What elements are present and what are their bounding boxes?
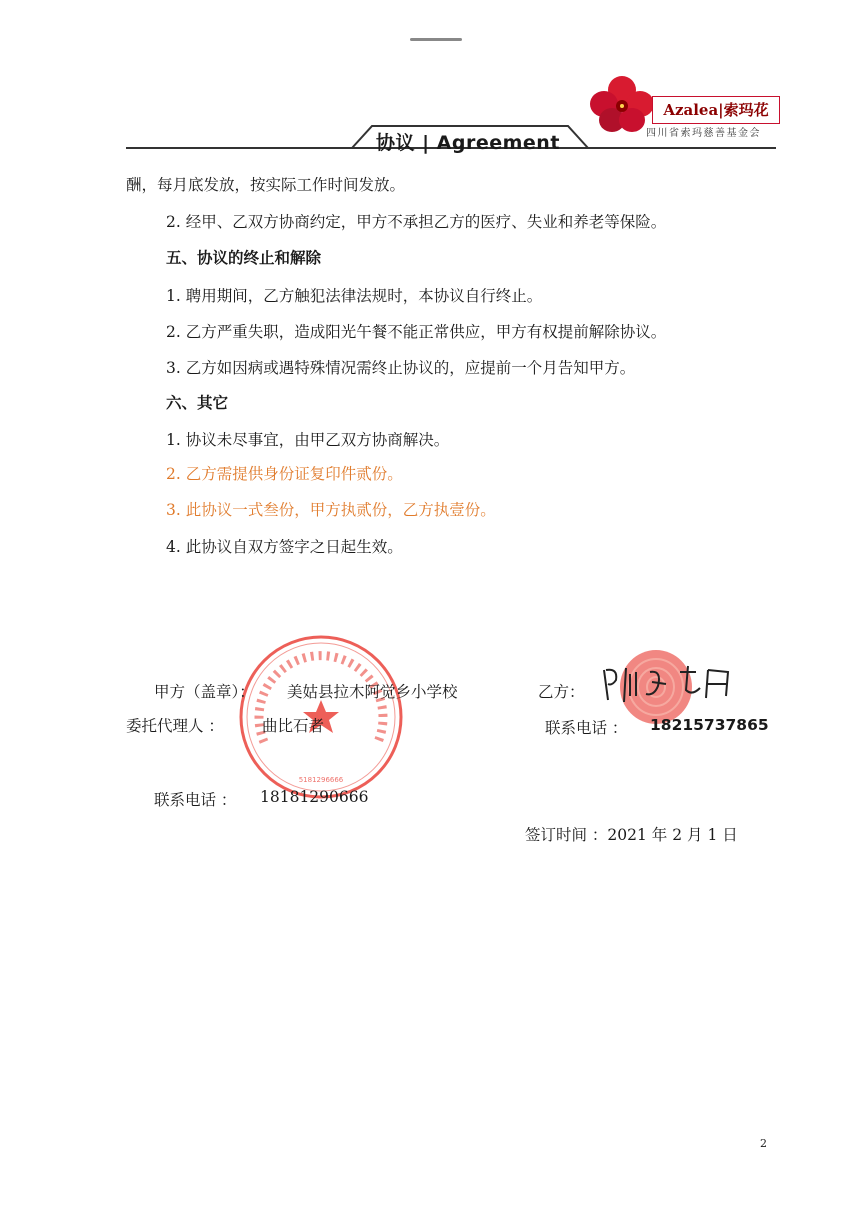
body-line: 1. 聘用期间，乙方触犯法律法规时，本协议自行终止。 xyxy=(166,287,543,305)
body-line-highlight: 3. 此协议一式叁份，甲方执贰份，乙方执壹份。 xyxy=(166,501,496,519)
body-line-highlight: 2. 乙方需提供身份证复印件贰份。 xyxy=(166,465,403,483)
party-a-phone: 18181290666 xyxy=(260,788,369,806)
agent-name: 曲比石者 xyxy=(262,717,325,735)
sign-date: 签订时间 ：2021 年 2 月 1 日 xyxy=(525,826,738,844)
party-b-phone-label: 联系电话 ： xyxy=(545,719,628,737)
svg-text:5181296666: 5181296666 xyxy=(298,776,344,784)
party-b-phone: 18215737865 xyxy=(650,716,769,734)
logo-brand: Azalea|索玛花 xyxy=(652,96,780,124)
section-heading: 六、其它 xyxy=(166,394,229,412)
body-line: 2. 乙方严重失职，造成阳光午餐不能正常供应，甲方有权提前解除协议。 xyxy=(166,323,667,341)
handwritten-signature xyxy=(596,660,736,706)
party-a-phone-label: 联系电话 ： xyxy=(154,791,237,809)
party-a-label: 甲方（盖章）： xyxy=(154,683,255,701)
logo-org-name: 四川省索玛慈善基金会 xyxy=(646,128,761,139)
body-line: 1. 协议未尽事宜，由甲乙双方协商解决。 xyxy=(166,431,450,449)
section-heading: 五、协议的终止和解除 xyxy=(166,249,322,267)
body-line: 4. 此协议自双方签字之日起生效。 xyxy=(166,538,403,556)
body-line: 酬，每月底发放，按实际工作时间发放。 xyxy=(126,176,406,194)
party-a-name: 美姑县拉木阿觉乡小学校 xyxy=(287,683,458,701)
page-number: 2 xyxy=(760,1137,767,1150)
page-title: 协议 | Agreement xyxy=(376,132,560,154)
party-b-label: 乙方： xyxy=(538,683,585,701)
body-line: 2. 经甲、乙双方协商约定，甲方不承担乙方的医疗、失业和养老等保险。 xyxy=(166,213,667,231)
scan-mark xyxy=(410,38,462,41)
agent-label: 委托代理人 ： xyxy=(126,717,224,735)
body-line: 3. 乙方如因病或遇特殊情况需终止协议的，应提前一个月告知甲方。 xyxy=(166,359,636,377)
